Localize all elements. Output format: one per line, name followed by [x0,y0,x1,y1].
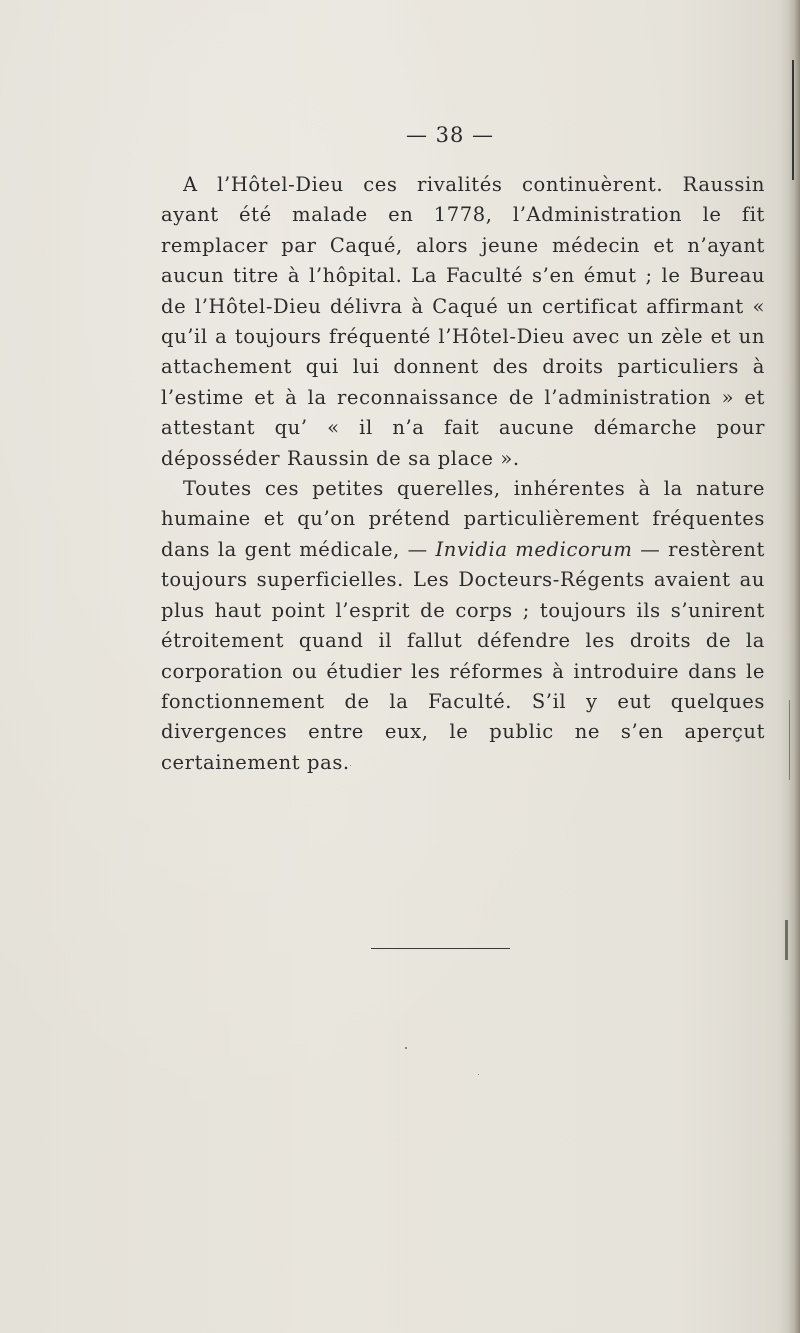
paper-speck [478,1074,479,1075]
italic-latin-phrase: Invidia medicorum [435,537,633,561]
paragraph [161,170,765,474]
page-number: — 38 — [405,123,495,147]
paragraph-text: A l’Hôtel-Dieu ces rivalités continuèrent. Raussin ayant été malade en 1778, l’Administration le fit remplacer par Caqué, alors jeune médecin et n’ayant aucun titre à l’hôpital. La Faculté s’en émut ; le Bureau de l’Hôtel-Dieu délivra à Caqué un certificat affirmant « qu’il a toujours fréquenté l’Hôtel-Dieu avec un zèle et un attachement qui lui donnent des droits particuliers à l’estime et à la reconnaissance de l’administration » et attestant qu’ « il n’a fait aucune démarche pour déposséder Raussin de sa place ». [161,173,765,470]
paragraph-text: — restèrent toujours superficielles. Les Docteurs-Régents avaient au plus haut point l’esprit de corps ; toujours ils s’unirent étroitement quand il fallut défendre les droits de la corporation ou étudier les réformes à introduire dans le fonctionnement de la Faculté. S’il y eut quelques divergences entre eux, le public ne s’en aperçut certainement pas. [161,537,765,774]
binding-edge-mark [792,60,794,180]
paragraph-text: Toutes ces petites querelles, inhérentes à la nature humaine et qu’on prétend particulièrement fréquentes dans la gent médicale, — [161,477,765,561]
binding-edge-mark [785,920,788,960]
paper-speck [350,765,351,766]
page-edge-shadow [778,0,800,1333]
binding-edge-mark [789,700,790,780]
body-text [161,170,765,778]
paper-speck [405,1047,407,1049]
section-rule [371,948,510,949]
paragraph [161,474,765,778]
